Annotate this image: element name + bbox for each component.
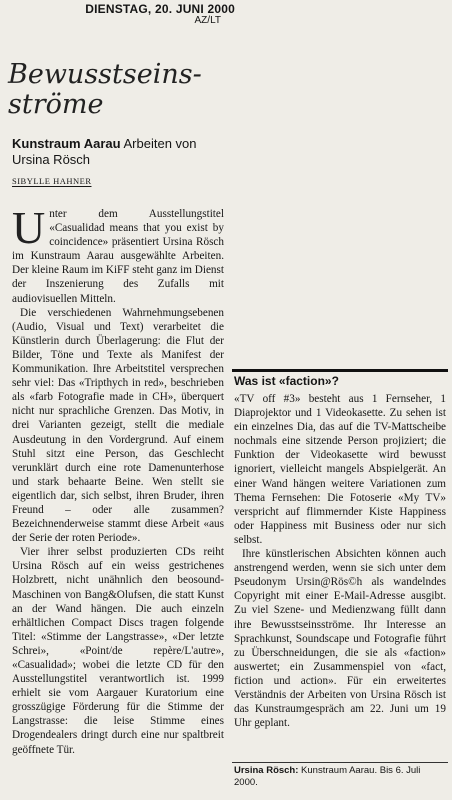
subtitle-text: Arbeiten von Ursina Rösch — [12, 136, 197, 167]
article-title: Bewusstseins-ströme — [8, 59, 202, 120]
paragraph-3: Vier ihrer selbst produzierten CDs reiht Ursina Rösch auf ein weiss gestrichenes Holzbrett, nicht unähnlich den beosound-Maschinen von Bang&Olufsen, die statt Kunst an der Wand hängen. Die auch einzeln erhältlichen Compact Discs tragen folgende Titel: «Stimme der Langstrasse», «Der letzte Schrei», «Point/de repère/L'autre», «Casualidad»; wobei die letzte CD für den Ausstellungstitel verantwortlich ist. 1999 erhielt sie vom Aargauer Kuratorium eine grosszügige Förderung für die Stimme der Langstrasse: die leise Stimme eines Drogendealers dringt durch eine nur spaltbreit geöffnete Tür. — [12, 546, 224, 756]
paragraph-2: Die verschiedenen Wahrnehmungsebenen (Audio, Visual und Text) verarbeitet die Künstlerin durch Überlagerung: die Flut der Bilder, Töne und Texte als Manifest der Kommunikation. Ihre Arbeitstitel versprechen sehr viel: Das «Tripthych in red», beschrieben als «farb Fotografie made in CH», überquert nicht nur sprachliche Grenzen. Das Motiv, in drei Varianten gezeigt, stellt die mediale Ausdeutung in den Vordergrund. Auf einem Stuhl sitzt eine Person, das Geschlecht verunklärt durch eine rote Damenunterhose und stark behaarte Beine. Wen stellt sie eigentlich dar, sich selbst, ihren Bruder, ihren Freund – oder alle zusammen? Bezeichnenderweise stammt diese Arbeit «aus der Serie der roten Periode». — [12, 306, 224, 545]
infobox-paragraph-2: Ihre künstlerischen Absichten können auch anstrengend werden, wenn sie sich unter dem Pseudonym Ursin@Rös©h als wandelndes Copyright mit einer E-Mail-Adresse ausgibt. Zu viel Szene- und Medienzwang füllt dann ihre Bewusstseinsströme. Ihr Interesse an Sprachkunst, Soundscape und Fotografie führt zu Überschneidungen, die sie als «faction» auswertet; ein Zusammenspiel von «fact, fiction und action». Für ein erweitertes Verständnis der Arbeiten von Ursina Rösch ist das Kunstraumgespräch am 22. Juni um 19 Uhr geplant. — [234, 548, 446, 730]
infobox-body — [234, 392, 446, 730]
paragraph-1-text: nter dem Ausstellungstitel «Casualidad means that you exist by coincidence» präsentiert Ursina Rösch im Kunstraum Aarau ausgewählte Arbeiten. Der kleine Raum im KiFF steht ganz im Dienst der Inszenierung des Zufalls mit audiovisuellen Mitteln. — [12, 208, 224, 305]
newspaper-name: AZ/LT — [194, 15, 221, 26]
article-subtitle — [12, 136, 237, 167]
page-date: DIENSTAG, 20. JUNI 2000 — [85, 2, 235, 16]
paragraph-1 — [12, 202, 224, 306]
author-byline: SIBYLLE HAHNER — [12, 176, 92, 186]
exhibition-artist: Ursina Rösch: — [234, 765, 299, 776]
article-body — [12, 202, 224, 757]
footer-rule — [232, 762, 448, 763]
exhibition-info — [234, 765, 446, 789]
infobox-paragraph-1: «TV off #3» besteht aus 1 Fernseher, 1 Diaprojektor und 1 Videokasette. Zu sehen ist ein einzelnes Dia, das auf die TV-Mattscheibe nochmals eine sitzende Person projiziert; die Funktion der Videokasette wird bewusst ignoriert, vielleicht mangels Abspielgerät. An einer Wand hängen weitere Variationen zum Thema Fernsehen: Die Fotoserie «My TV» verspricht auf flimmernder Kiste Happiness oder Happiness mit Business oder nur sich selbst. — [234, 393, 446, 546]
infobox-rule — [232, 369, 448, 372]
exhibition-details: Kunstraum Aarau. Bis 6. Juli 2000. — [234, 765, 421, 788]
subtitle-venue: Kunstraum Aarau — [12, 136, 121, 151]
drop-cap: U — [12, 202, 46, 253]
infobox-title: Was ist «faction»? — [234, 374, 339, 388]
